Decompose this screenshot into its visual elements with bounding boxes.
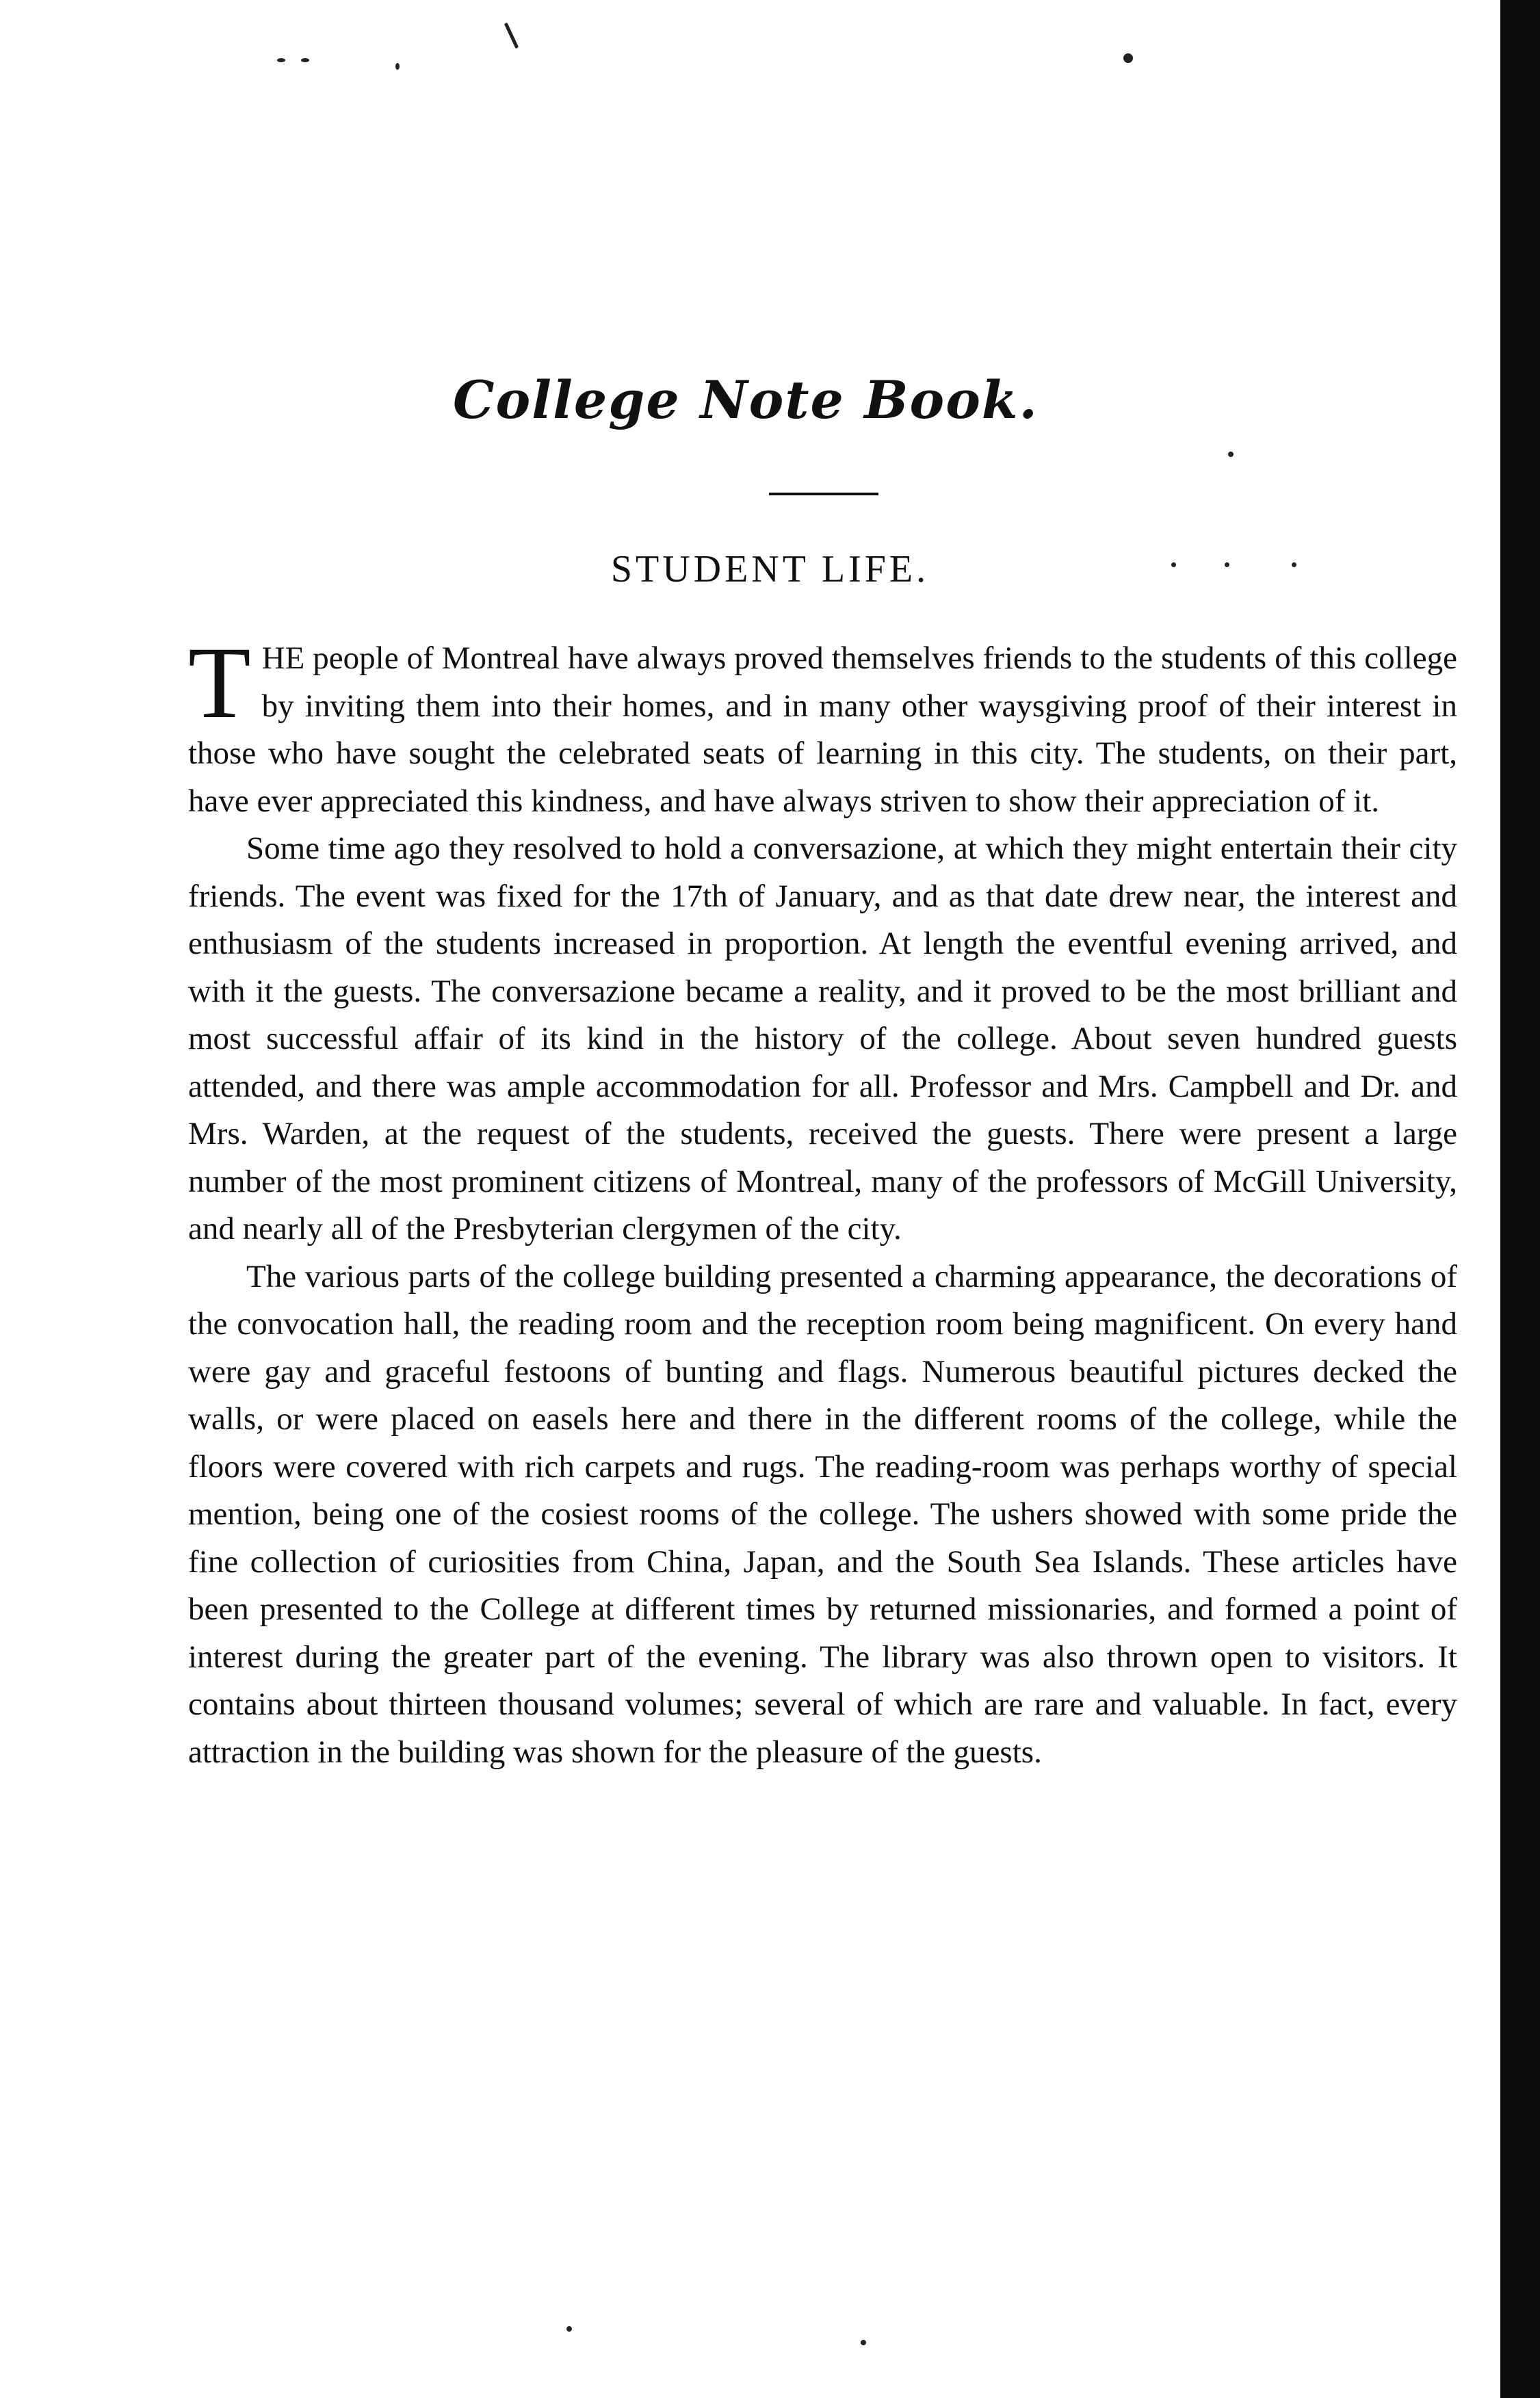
paragraph-text: HE people of Montreal have always proved themselves friends to the students of this college by inviting them into their homes, and in many other waysgiving proof of their interest in those who have sought the celebrated seats of learning in this city. The students, on their part, have ever appreciated this kindness, and have always striven to show their appreciation of it. <box>188 640 1457 819</box>
page-edge-shadow <box>1500 0 1540 2398</box>
scan-speck <box>504 23 519 49</box>
article-body <box>188 626 1457 1776</box>
paragraph-1 <box>188 626 1457 825</box>
paragraph-3: The various parts of the college building presented a charming appearance, the decorations of the convocation hall, the reading room and the reception room being magnificent. On every hand were gay and graceful festoons of bunting and flags. Numerous beautiful pictures decked the walls, or were placed on easels here and there in the different rooms of the college, while the floors were covered with rich carpets and rugs. The reading-room was perhaps worthy of special mention, being one of the cosiest rooms of the college. The ushers showed with some pride the fine collection of curiosities from China, Japan, and the South Sea Islands. These articles have been presented to the College at different times by returned missionaries, and formed a point of interest during the greater part of the evening. The library was also thrown open to visitors. It contains about thirteen thousand volumes; several of which are rare and valuable. In fact, every attraction in the building was shown for the pleasure of the guests. <box>188 1258 1457 1770</box>
paragraph-2: Some time ago they resolved to hold a conversazione, at which they might entertain their city friends. The event was fixed for the 17th of January, and as that date drew near, the interest and enthusiasm of the students increased in proportion. At length the eventful evening arrived, and with it the guests. The conversazione became a reality, and it proved to be the most brilliant and most successful affair of its kind in the history of the college. About seven hundred guests attended, and there was ample accommodation for all. Professor and Mrs. Campbell and Dr. and Mrs. Warden, at the request of the students, received the guests. There were present a large number of the most prominent citizens of Montreal, many of the professors of McGill University, and nearly all of the Presbyterian clergymen of the city. <box>188 831 1457 1247</box>
running-head: College Note Book. <box>452 369 1039 430</box>
section-title: STUDENT LIFE. <box>610 548 930 590</box>
scan-speck <box>277 58 285 62</box>
scan-speck <box>1123 53 1133 63</box>
drop-cap: T <box>188 626 251 740</box>
scan-speck <box>566 2326 572 2332</box>
scan-speck <box>301 58 309 62</box>
scan-speck <box>861 2340 866 2345</box>
scan-speck <box>395 63 400 70</box>
title-rule <box>769 493 878 495</box>
scan-speck <box>1228 452 1234 457</box>
